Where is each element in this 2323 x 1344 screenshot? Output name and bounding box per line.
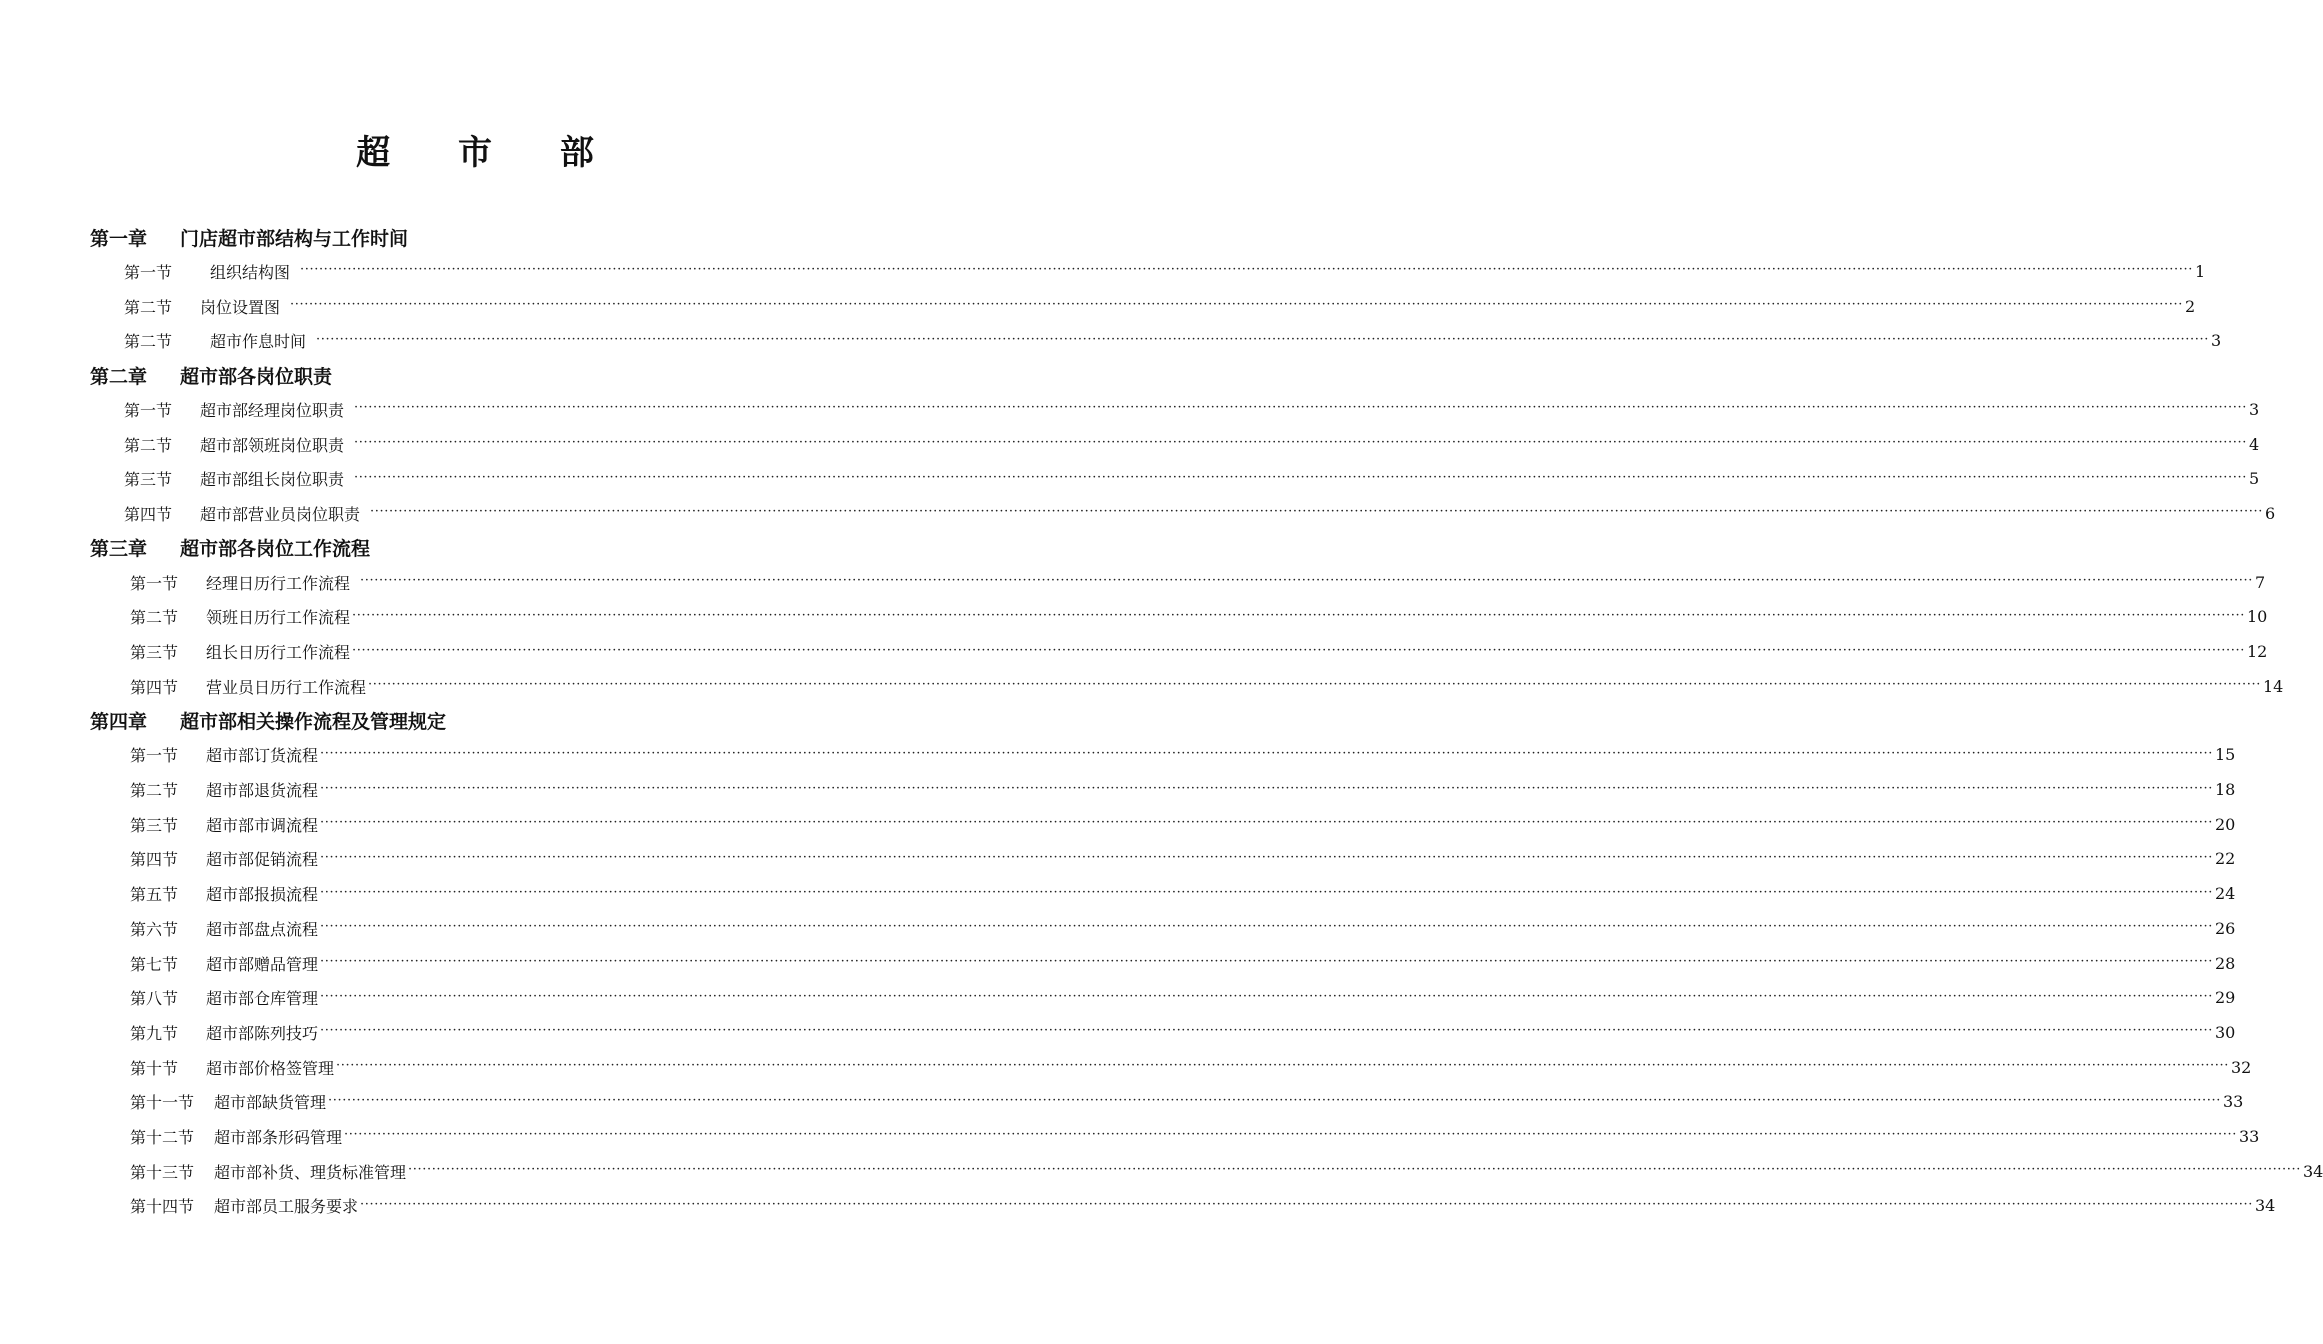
- toc-entry[interactable]: [90, 842, 2236, 877]
- section-title: 超市部缺货管理: [214, 1093, 327, 1113]
- toc-entry[interactable]: [90, 1015, 2236, 1050]
- section-title: 组长日历行工作流程: [206, 643, 351, 663]
- leader-dots: ················································································································································································································································································································································································································: [300, 262, 2193, 278]
- toc-entry[interactable]: [90, 1084, 2244, 1119]
- toc-entry[interactable]: [90, 1189, 2276, 1224]
- leader-dots: ················································································································································································································································································································································································································: [408, 1162, 2301, 1178]
- page-number: 5: [2248, 469, 2260, 489]
- section-title: 组织结构图: [210, 262, 291, 282]
- section-title: 超市部报损流程: [206, 885, 319, 905]
- section-title: 超市部仓库管理: [206, 989, 319, 1009]
- page-number: 32: [2230, 1057, 2252, 1077]
- section-number: 第三节: [124, 470, 173, 490]
- page-number: 2: [2184, 296, 2196, 316]
- toc-entry[interactable]: [90, 980, 2236, 1015]
- section-number: 第四节: [130, 677, 179, 697]
- page-number: 15: [2214, 745, 2236, 765]
- section-number: 第二节: [124, 297, 173, 317]
- toc-entry[interactable]: [90, 876, 2236, 911]
- section-title: 超市作息时间: [210, 332, 307, 352]
- page-number: 22: [2214, 849, 2236, 869]
- section-number: 第一节: [130, 573, 179, 593]
- page-number: 20: [2214, 814, 2236, 834]
- toc-entry[interactable]: [90, 254, 2206, 289]
- page-number: 12: [2246, 642, 2268, 662]
- leader-dots: ················································································································································································································································································································································································································: [320, 780, 2213, 796]
- page-number: 33: [2238, 1126, 2260, 1146]
- page-number: 4: [2248, 434, 2260, 454]
- chapter-title: 超市部各岗位职责: [180, 365, 333, 388]
- section-number: 第七节: [130, 954, 179, 974]
- chapter-number: 第二章: [90, 365, 148, 388]
- toc-entry[interactable]: [90, 772, 2236, 807]
- leader-dots: ················································································································································································································································································································································································································: [320, 919, 2213, 935]
- leader-dots: ················································································································································································································································································································································································································: [328, 1092, 2221, 1108]
- chapter-number: 第三章: [90, 538, 148, 561]
- section-title: 经理日历行工作流程: [206, 573, 351, 593]
- section-title: 超市部市调流程: [206, 815, 319, 835]
- section-title: 超市部陈列技巧: [206, 1023, 319, 1043]
- chapter-title: 超市部各岗位工作流程: [180, 538, 371, 561]
- leader-dots: ················································································································································································································································································································································································································: [320, 988, 2213, 1004]
- page-title: 超 市 部: [356, 133, 622, 173]
- section-title: 超市部条形码管理: [214, 1127, 343, 1147]
- chapter-number: 第四章: [90, 711, 148, 734]
- leader-dots: ················································································································································································································································································································································································································: [336, 1058, 2229, 1074]
- section-title: 超市部领班岗位职责: [200, 435, 345, 455]
- toc-entry[interactable]: [90, 392, 2260, 427]
- section-title: 超市部盘点流程: [206, 919, 319, 939]
- section-number: 第三节: [130, 643, 179, 663]
- page-number: 3: [2210, 331, 2222, 351]
- toc-entry[interactable]: [90, 600, 2268, 635]
- section-number: 第十四节: [130, 1197, 195, 1217]
- page-number: 1: [2194, 261, 2206, 281]
- leader-dots: ················································································································································································································································································································································································································: [290, 297, 2183, 313]
- leader-dots: ················································································································································································································································································································································································································: [360, 1196, 2253, 1212]
- section-number: 第五节: [130, 885, 179, 905]
- page-number: 7: [2254, 572, 2266, 592]
- section-number: 第二节: [130, 781, 179, 801]
- leader-dots: ················································································································································································································································································································································································································: [360, 573, 2253, 589]
- chapter-heading: [90, 220, 765, 254]
- leader-dots: ················································································································································································································································································································································································································: [370, 504, 2263, 520]
- page-number: 34: [2254, 1196, 2276, 1216]
- toc-entry[interactable]: [90, 496, 2276, 531]
- toc-entry[interactable]: [90, 1154, 2323, 1189]
- page-number: 3: [2248, 399, 2260, 419]
- page-number: 24: [2214, 884, 2236, 904]
- section-number: 第一节: [124, 262, 173, 282]
- leader-dots: ················································································································································································································································································································································································································: [352, 642, 2245, 658]
- section-title: 超市部补货、理货标准管理: [214, 1162, 407, 1182]
- toc-entry[interactable]: [90, 461, 2260, 496]
- page-number: 10: [2246, 607, 2268, 627]
- section-number: 第二节: [124, 435, 173, 455]
- section-title: 超市部价格签管理: [206, 1058, 335, 1078]
- chapter-number: 第一章: [90, 227, 148, 250]
- chapter-heading: [90, 358, 765, 392]
- page-number: 30: [2214, 1022, 2236, 1042]
- section-title: 超市部赠品管理: [206, 954, 319, 974]
- section-title: 超市部促销流程: [206, 850, 319, 870]
- page-number: 29: [2214, 988, 2236, 1008]
- toc-entry[interactable]: [90, 565, 2266, 600]
- section-title: 超市部退货流程: [206, 781, 319, 801]
- toc-entry[interactable]: [90, 289, 2196, 324]
- section-number: 第十一节: [130, 1093, 195, 1113]
- section-number: 第一节: [124, 400, 173, 420]
- page-number: 34: [2302, 1161, 2323, 1181]
- page-number: 14: [2262, 676, 2284, 696]
- section-title: 超市部经理岗位职责: [200, 400, 345, 420]
- toc-entry[interactable]: [90, 911, 2236, 946]
- page-number: 28: [2214, 953, 2236, 973]
- leader-dots: ················································································································································································································································································································································································································: [320, 954, 2213, 970]
- page-number: 6: [2264, 503, 2276, 523]
- page-number: 18: [2214, 780, 2236, 800]
- section-number: 第四节: [130, 850, 179, 870]
- leader-dots: ················································································································································································································································································································································································································: [320, 849, 2213, 865]
- section-number: 第十三节: [130, 1162, 195, 1182]
- section-title: 营业员日历行工作流程: [206, 677, 367, 697]
- leader-dots: ················································································································································································································································································································································································································: [316, 331, 2209, 347]
- leader-dots: ················································································································································································································································································································································································································: [320, 745, 2213, 761]
- section-number: 第九节: [130, 1023, 179, 1043]
- toc-entry[interactable]: [90, 1119, 2260, 1154]
- chapter-title: 超市部相关操作流程及管理规定: [180, 711, 447, 734]
- toc-entry[interactable]: [90, 946, 2236, 981]
- section-title: 超市部组长岗位职责: [200, 470, 345, 490]
- section-number: 第三节: [130, 815, 179, 835]
- section-number: 第二节: [130, 608, 179, 628]
- toc-entry[interactable]: [90, 1050, 2252, 1085]
- toc-entry[interactable]: [90, 427, 2260, 462]
- section-title: 岗位设置图: [200, 297, 281, 317]
- section-number: 第八节: [130, 989, 179, 1009]
- section-title: 超市部营业员岗位职责: [200, 504, 361, 524]
- leader-dots: ················································································································································································································································································································································································································: [320, 1023, 2213, 1039]
- leader-dots: ················································································································································································································································································································································································································: [368, 677, 2261, 693]
- table-of-contents: [90, 220, 2323, 1223]
- section-number: 第六节: [130, 919, 179, 939]
- toc-entry[interactable]: [90, 634, 2268, 669]
- toc-entry[interactable]: [90, 669, 2284, 704]
- leader-dots: ················································································································································································································································································································································································································: [320, 815, 2213, 831]
- leader-dots: ················································································································································································································································································································································································································: [352, 607, 2245, 623]
- section-number: 第十二节: [130, 1127, 195, 1147]
- leader-dots: ················································································································································································································································································································································································································: [354, 469, 2247, 485]
- section-number: 第十节: [130, 1058, 179, 1078]
- chapter-heading: [90, 704, 765, 738]
- toc-entry[interactable]: [90, 807, 2236, 842]
- chapter-title: 门店超市部结构与工作时间: [180, 227, 409, 250]
- page-number: 26: [2214, 918, 2236, 938]
- page-number: 33: [2222, 1092, 2244, 1112]
- section-number: 第四节: [124, 504, 173, 524]
- toc-entry[interactable]: [90, 323, 2222, 358]
- leader-dots: ················································································································································································································································································································································································································: [320, 884, 2213, 900]
- leader-dots: ················································································································································································································································································································································································································: [354, 400, 2247, 416]
- section-title: 领班日历行工作流程: [206, 608, 351, 628]
- section-title: 超市部员工服务要求: [214, 1197, 359, 1217]
- leader-dots: ················································································································································································································································································································································································································: [344, 1127, 2237, 1143]
- section-title: 超市部订货流程: [206, 746, 319, 766]
- toc-entry[interactable]: [90, 738, 2236, 773]
- leader-dots: ················································································································································································································································································································································································································: [354, 435, 2247, 451]
- section-number: 第二节: [124, 332, 173, 352]
- chapter-heading: [90, 531, 765, 565]
- section-number: 第一节: [130, 746, 179, 766]
